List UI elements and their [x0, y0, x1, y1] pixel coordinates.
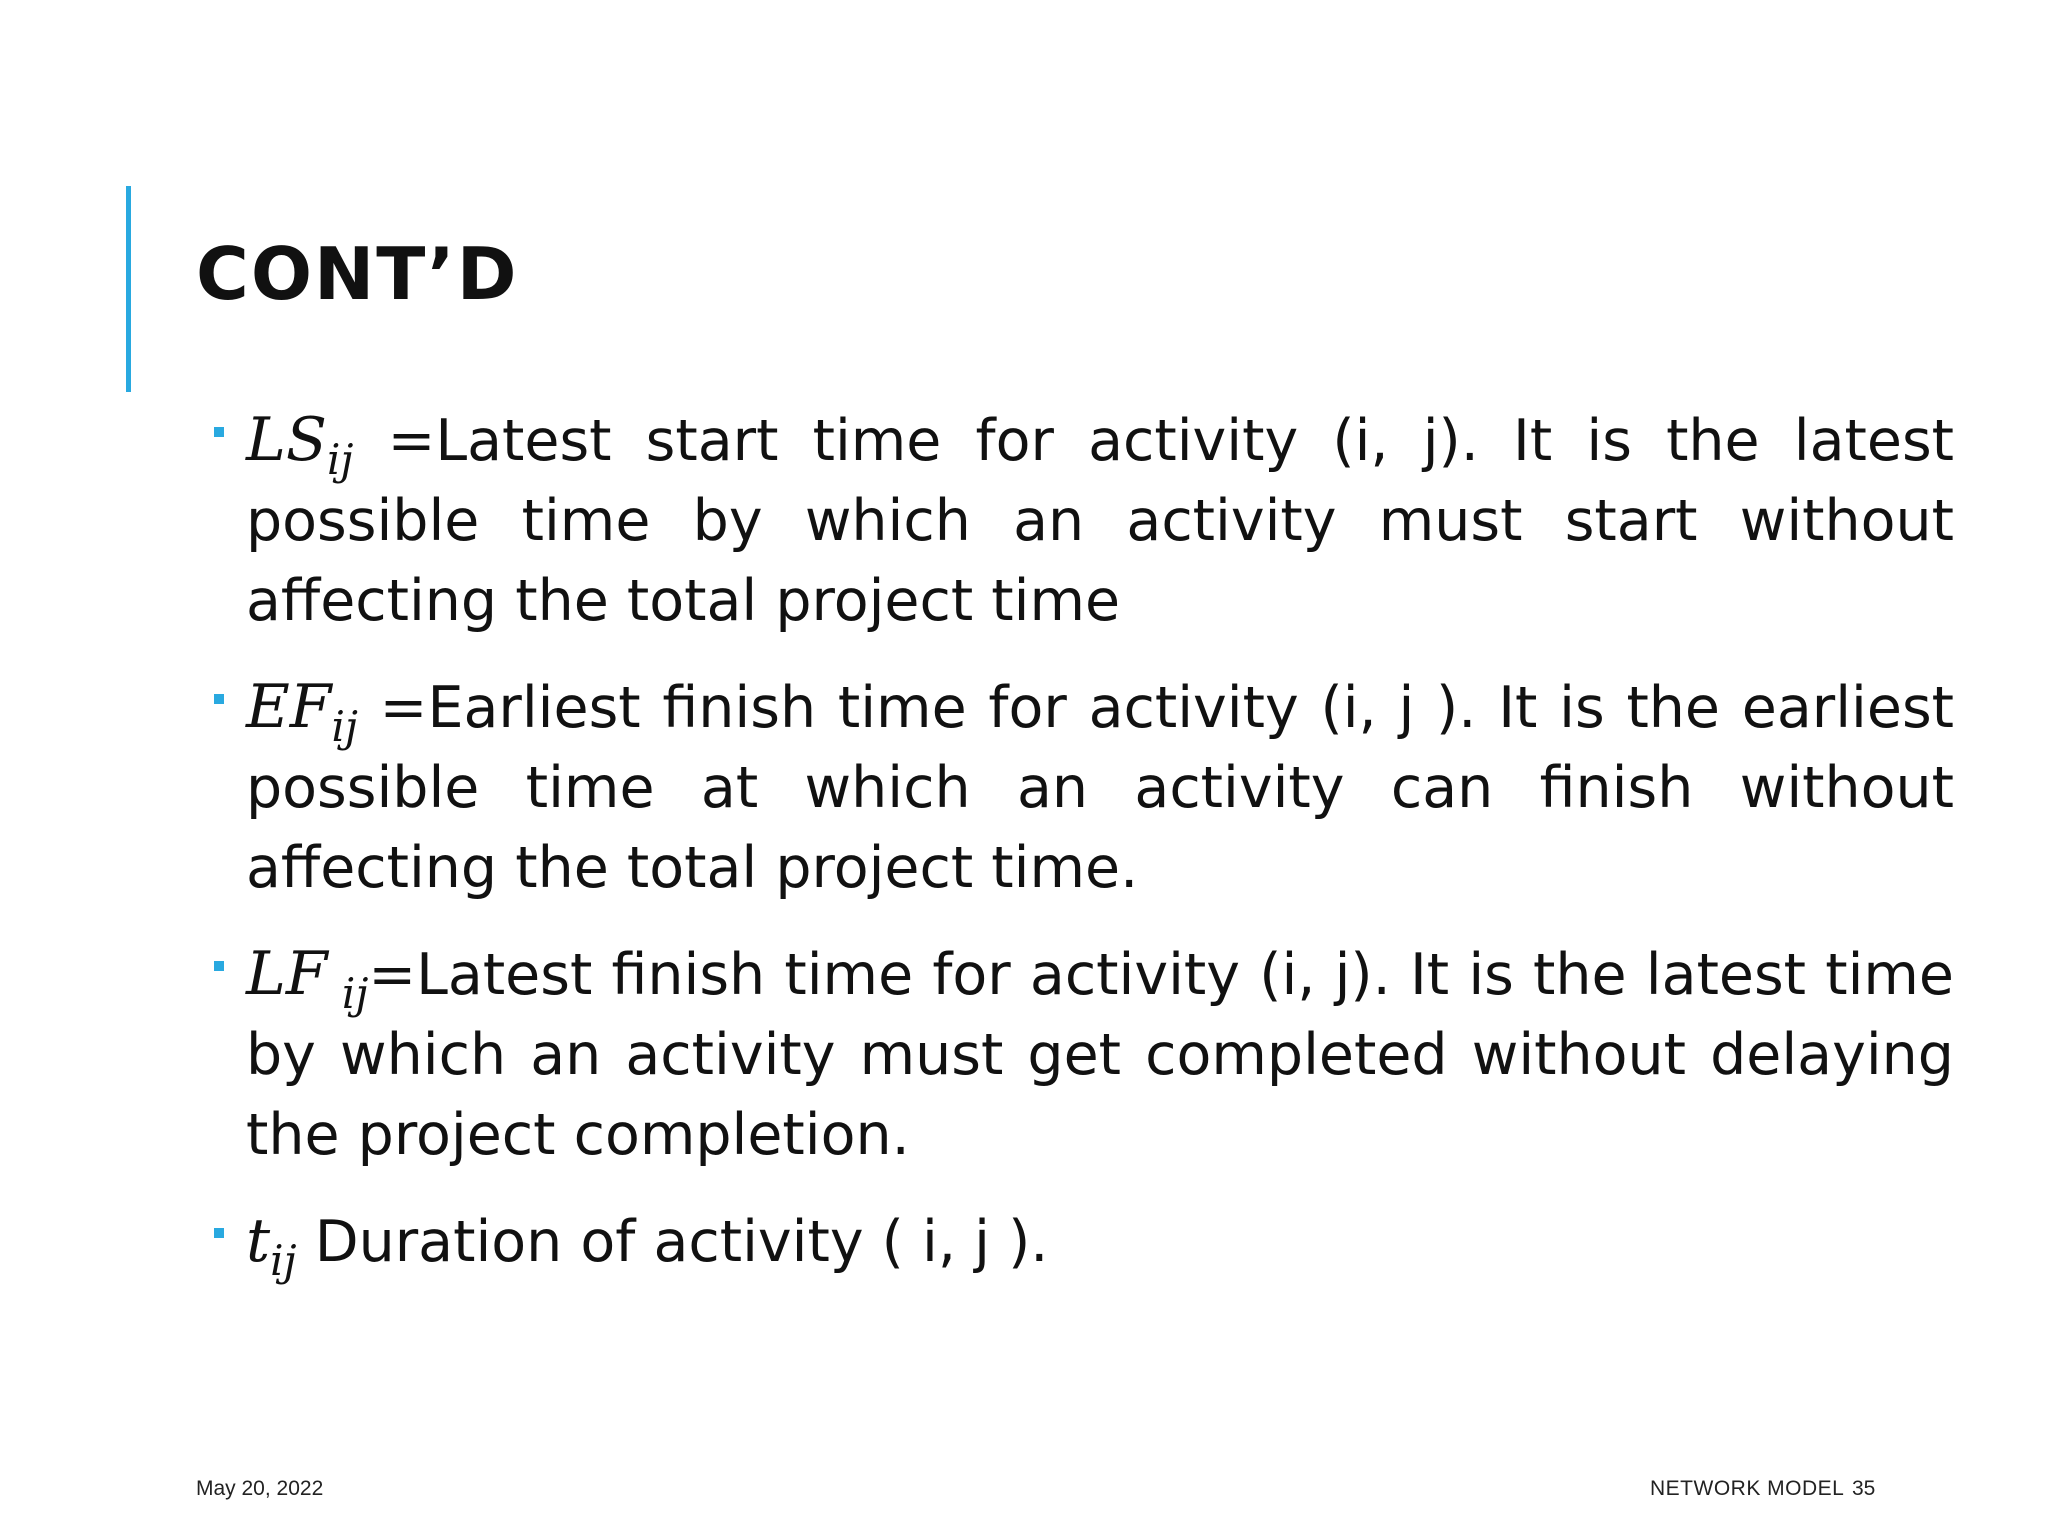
definition-ef: Earliest finish time for activity (i, j ). It is the earliest possible time at which an activity can finish without affecting the total project time.: [246, 675, 1954, 901]
footer-title: NETWORK MODEL: [1650, 1477, 1845, 1500]
definition-ls: Latest start time for activity (i, j). It is the latest possible time by which an activity must start without affecting the total project time: [246, 408, 1955, 634]
symbol-lf: LF: [246, 939, 328, 1009]
title-accent-bar: [126, 186, 131, 392]
bullet-t: [214, 1201, 1954, 1285]
bullet-square-icon: [214, 694, 224, 704]
bullet-ef: [214, 667, 1954, 908]
definition-t: Duration of activity ( i, j ).: [296, 1209, 1049, 1275]
slide-title: CONT’D: [196, 232, 519, 316]
bullet-square-icon: [214, 961, 224, 971]
symbol-ef: EF: [246, 672, 332, 742]
subscript-t: ij: [270, 1236, 297, 1285]
footer-date: May 20, 2022: [196, 1477, 324, 1500]
bullet-ls: [214, 400, 1954, 641]
footer-page-number: 35: [1852, 1477, 1876, 1500]
equals-ef: =: [357, 675, 428, 741]
subscript-ls: ij: [326, 435, 354, 484]
subscript-lf: ij: [327, 969, 369, 1018]
bullet-square-icon: [214, 427, 224, 437]
definition-lf: Latest finish time for activity (i, j). It is the latest time by which an activity must get completed without delaying the project completion.: [246, 942, 1955, 1168]
symbol-t: t: [246, 1206, 271, 1276]
bullet-lf: [214, 934, 1954, 1175]
equals-lf: =: [368, 942, 417, 1008]
bullet-list: [214, 400, 1954, 1308]
subscript-ef: ij: [331, 702, 358, 751]
symbol-ls: LS: [246, 405, 327, 475]
equals-ls: =: [353, 408, 436, 474]
bullet-square-icon: [214, 1228, 224, 1238]
